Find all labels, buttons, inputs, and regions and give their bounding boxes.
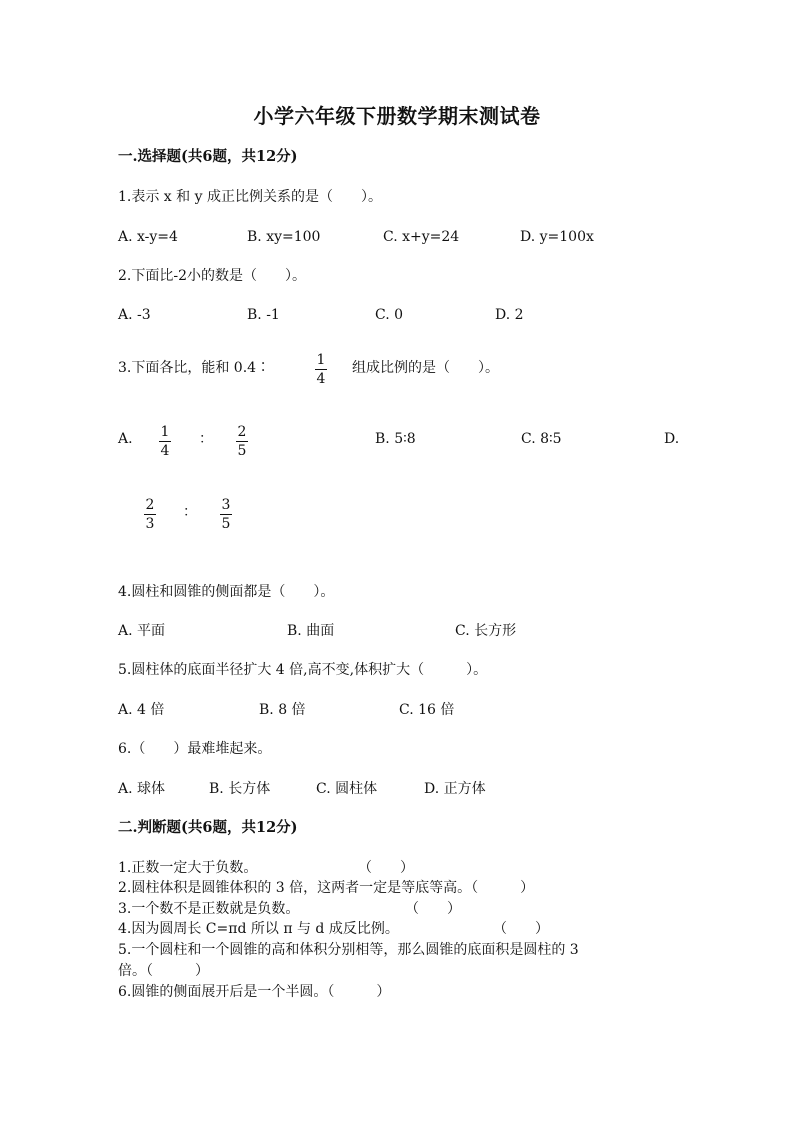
fraction-bar [236, 441, 248, 442]
question-2-option-a: A. -3 [118, 307, 151, 323]
page-title: 小学六年级下册数学期末测试卷 [253, 104, 541, 128]
question-5-option-b: B. 8 倍 [259, 702, 306, 718]
question-2-stem: 2.下面比-2小的数是（ ）。 [118, 268, 306, 284]
question-3-option-d-colon: ： [183, 504, 197, 520]
question-3-option-d-fraction-1 [144, 497, 156, 532]
question-1-option-a: A. x-y=4 [118, 229, 178, 245]
question-6-option-b: B. 长方体 [209, 781, 271, 797]
question-1-option-b: B. xy=100 [247, 229, 321, 245]
question-6-option-d: D. 正方体 [424, 781, 486, 797]
fraction-denominator: 3 [145, 516, 155, 532]
judgement-item-6: 6.圆锥的侧面展开后是一个半圆。（ ） [118, 984, 391, 1000]
question-1-option-c: C. x+y=24 [383, 229, 460, 245]
question-5-option-a: A. 4 倍 [118, 702, 165, 718]
judgement-item-4: 4.因为圆周长 C=πd 所以 π 与 d 成反比例。 [118, 921, 399, 937]
judgement-item-2: 2.圆柱体积是圆锥体积的 3 倍，这两者一定是等底等高。（ ） [118, 880, 535, 896]
question-2-option-d: D. 2 [495, 307, 524, 323]
fraction-numerator: 1 [160, 424, 170, 440]
section-heading-choice: 一.选择题(共6题，共12分) [118, 148, 298, 165]
question-3-option-a-colon: ： [199, 431, 213, 447]
fraction-bar [159, 441, 171, 442]
judgement-item-1: 1.正数一定大于负数。 [118, 860, 258, 876]
judgement-item-3: 3.一个数不是正数就是负数。 [118, 901, 300, 917]
judgement-item-4-blank: （ ） [493, 921, 549, 937]
question-4-option-a: A. 平面 [118, 623, 166, 639]
question-4-stem: 4.圆柱和圆锥的侧面都是（ ）。 [118, 584, 335, 600]
section-heading-judgement: 二.判断题(共6题，共12分) [118, 819, 298, 836]
question-3-option-a-fraction-1 [159, 424, 171, 459]
question-3-option-b: B. 5∶8 [375, 431, 416, 447]
question-4-option-c: C. 长方形 [455, 623, 517, 639]
question-6-option-c: C. 圆柱体 [316, 781, 378, 797]
question-3-option-d-label: D. [664, 431, 680, 447]
fraction-numerator: 3 [221, 497, 231, 513]
question-2-option-b: B. -1 [247, 307, 280, 323]
fraction-numerator: 1 [316, 352, 326, 368]
question-5-option-c: C. 16 倍 [399, 702, 455, 718]
judgement-item-5-line-1: 5.一个圆柱和一个圆锥的高和体积分别相等，那么圆锥的底面积是圆柱的 3 [118, 942, 579, 958]
question-3-option-d-fraction-2 [220, 497, 232, 532]
fraction-numerator: 2 [145, 497, 155, 513]
fraction-denominator: 4 [160, 443, 170, 459]
question-6-option-a: A. 球体 [118, 781, 166, 797]
fraction-denominator: 5 [221, 516, 231, 532]
fraction-bar [315, 369, 327, 370]
fraction-numerator: 2 [237, 424, 247, 440]
question-1-stem: 1.表示 x 和 y 成正比例关系的是（ ）。 [118, 189, 382, 205]
fraction-bar [220, 514, 232, 515]
judgement-item-5-line-2: 倍。（ ） [118, 963, 209, 979]
question-4-option-b: B. 曲面 [287, 623, 335, 639]
fraction-bar [144, 514, 156, 515]
question-3-stem-end: 组成比例的是（ ）。 [352, 360, 499, 376]
question-6-stem: 6.（ ）最难堆起来。 [118, 741, 272, 757]
judgement-item-1-blank: （ ） [358, 860, 414, 876]
question-3-option-c: C. 8∶5 [521, 431, 562, 447]
fraction-denominator: 4 [316, 371, 326, 387]
fraction-denominator: 5 [237, 443, 247, 459]
question-5-stem: 5.圆柱体的底面半径扩大 4 倍,高不变,体积扩大（ ）。 [118, 662, 488, 678]
question-1-option-d: D. y=100x [520, 229, 594, 245]
question-3-option-a-fraction-2 [236, 424, 248, 459]
question-3-stem-start: 3.下面各比，能和 0.4∶ [118, 360, 271, 376]
question-2-option-c: C. 0 [375, 307, 404, 323]
question-3-option-a-label: A. [118, 431, 133, 447]
judgement-item-3-blank: （ ） [405, 901, 461, 917]
question-3-stem-fraction [315, 352, 327, 387]
